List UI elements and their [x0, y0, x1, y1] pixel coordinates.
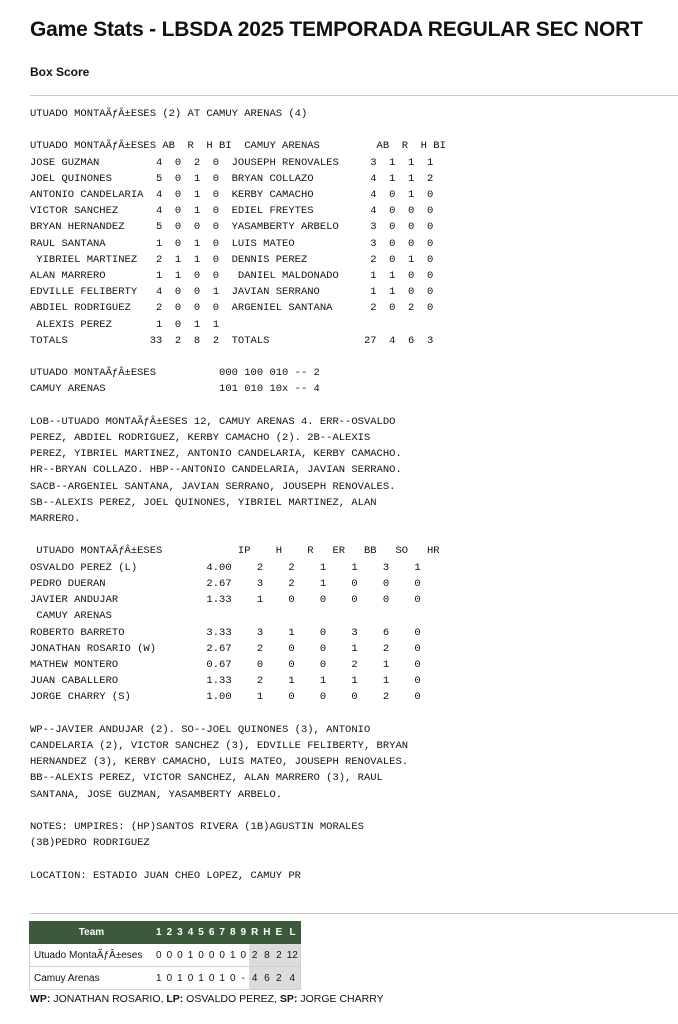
runs-total: 2: [249, 944, 261, 967]
team-name: Camuy Arenas: [30, 967, 154, 990]
page-title: Game Stats - LBSDA 2025 TEMPORADA REGULAR SEC NORT: [30, 18, 643, 41]
sp-label: SP:: [279, 993, 298, 1005]
header-inning-4: 4: [185, 922, 196, 944]
header-inning-7: 7: [217, 922, 228, 944]
inning-score: 0: [175, 944, 186, 967]
lob-total: 12: [285, 944, 301, 967]
inning-score: 0: [206, 967, 217, 990]
hits-total: 8: [261, 944, 273, 967]
box-score-text: UTUADO MONTAÃƒÂ±ESES (2) AT CAMUY ARENAS (4) UTUADO MONTAÃƒÂ±ESES AB R H BI CAMUY ARENAS AB R H BI JOSE GUZMAN 4 0 2 0 JOUSEPH RENOVALES 3 1 1 1 JOEL QUINONES 5 0 1 0 BRYAN COLLAZO 4 1 1 2 ANTONIO CANDELARIA 4 0 1 0 KERBY CAMACHO 4 0 1 0 VICTOR SANCHEZ 4 0 1 0 EDIEL FREYTES 4 0 0 0 BRYAN HERNANDEZ 5 0 0 0 YASAMBERTY ARBELO 3 0 0 0 RAUL SANTANA 1 0 1 0 LUIS MATEO 3 0 0 0 YIBRIEL MARTINEZ 2 1 1 0 DENNIS PEREZ 2 0 1 0 ALAN MARRERO 1 1 0 0 DANIEL MALDONADO 1 1 0 0 EDVILLE FELIBERTY 4 0 0 1 JAVIAN SERRANO 1 1 0 0 ABDIEL RODRIGUEZ 2 0 0 0 ARGENIEL SANTANA 2 0 2 0 ALEXIS PEREZ 1 0 1 1 TOTALS 33 2 8 2 TOTALS 27 4 6 3 UTUADO MONTAÃƒÂ±ESES 000 100 010 -- 2 CAMUY ARENAS 101 010 10x -- 4 LOB--UTUADO MONTAÃƒÂ±ESES 12, CAMUY ARENAS 4. ERR--OSVALDO PEREZ, ABDIEL RODRIGUEZ, KERBY CAMACHO (2). 2B--ALEXIS PEREZ, YIBRIEL MARTINEZ, ANTONIO CANDELARIA, KERBY CAMACHO. HR--BRYAN COLLAZO. HBP--ANTONIO CANDELARIA, JAVIAN SERRANO. SACB--ARGENIEL SANTANA, JAVIAN SERRANO, JOUSEPH RENOVALES. SB--ALEXIS PEREZ, JOEL QUINONES, YIBRIEL MARTINEZ, ALAN MARRERO. UTUADO MONTAÃƒÂ±ESES IP H R ER BB SO HR OSVALDO PEREZ (L) 4.00 2 2 1 1 3 1 PEDRO DUERAN 2.67 3 2 1 0 0 0 JAVIER ANDUJAR 1.33 1 0 0 0 0 0 CAMUY ARENAS ROBERTO BARRETO 3.33 3 1 0 3 6 0 JONATHAN ROSARIO (W) 2.67 2 0 0 1 2 0 MATHEW MONTERO 0.67 0 0 0 2 1 0 JUAN CABALLERO 1.33 2 1 1 1 1 0 JORGE CHARRY (S) 1.00 1 0 0 0 2 0 WP--JAVIER ANDUJAR (2). SO--JOEL QUINONES (3), ANTONIO CANDELARIA (2), VICTOR SANCHEZ (3), EDVILLE FELIBERTY, BRYAN HERNANDEZ (3), KERBY CAMACHO, LUIS MATEO, JOUSEPH RENOVALES. BB--ALEXIS PEREZ, VICTOR SANCHEZ, ALAN MARRERO (3), RAUL SANTANA, JOSE GUZMAN, YASAMBERTY ARBELO. NOTES: UMPIRES: (HP)SANTOS RIVERA (1B)AGUSTIN MORALES (3B)PEDRO RODRIGUEZ LOCATION: ESTADIO JUAN CHEO LOPEZ, CAMUY PR: [30, 108, 446, 882]
section-title: Box Score: [30, 65, 90, 79]
header-inning-1: 1: [154, 922, 165, 944]
header-inning-6: 6: [206, 922, 217, 944]
inning-score: 1: [175, 967, 186, 990]
header-runs: R: [249, 922, 261, 944]
header-inning-2: 2: [164, 922, 175, 944]
header-hits: H: [261, 922, 273, 944]
errors-total: 2: [273, 944, 285, 967]
inning-score: -: [238, 967, 249, 990]
inning-score: 0: [164, 944, 175, 967]
lob-total: 4: [285, 967, 301, 990]
linescore-row-home: [30, 967, 301, 990]
inning-score: 1: [154, 967, 165, 990]
wp-label: WP:: [30, 993, 51, 1005]
sp-value: JORGE CHARRY: [297, 993, 384, 1005]
errors-total: 2: [273, 967, 285, 990]
inning-score: 1: [227, 944, 238, 967]
inning-score: 0: [185, 967, 196, 990]
linescore-header-row: [30, 922, 301, 944]
inning-score: 0: [164, 967, 175, 990]
header-errors: E: [273, 922, 285, 944]
header-team: Team: [30, 922, 154, 944]
inning-score: 1: [217, 967, 228, 990]
inning-score: 0: [154, 944, 165, 967]
pitchers-of-record: [30, 993, 384, 1005]
divider-bottom: [30, 913, 678, 914]
header-inning-5: 5: [196, 922, 207, 944]
inning-score: 0: [217, 944, 228, 967]
hits-total: 6: [261, 967, 273, 990]
inning-score: 1: [185, 944, 196, 967]
divider-top: [30, 95, 678, 96]
inning-score: 0: [196, 944, 207, 967]
lp-label: LP:: [166, 993, 184, 1005]
linescore-row-away: [30, 944, 301, 967]
header-inning-8: 8: [227, 922, 238, 944]
header-inning-9: 9: [238, 922, 249, 944]
header-lob: L: [285, 922, 301, 944]
inning-score: 0: [238, 944, 249, 967]
inning-score: 1: [196, 967, 207, 990]
team-name: Utuado MontaÃƒÂ±eses: [30, 944, 154, 967]
wp-value: JONATHAN ROSARIO,: [50, 993, 167, 1005]
runs-total: 4: [249, 967, 261, 990]
linescore-table: [29, 921, 301, 990]
inning-score: 0: [206, 944, 217, 967]
inning-score: 0: [227, 967, 238, 990]
lp-value: OSVALDO PEREZ,: [183, 993, 280, 1005]
header-inning-3: 3: [175, 922, 186, 944]
